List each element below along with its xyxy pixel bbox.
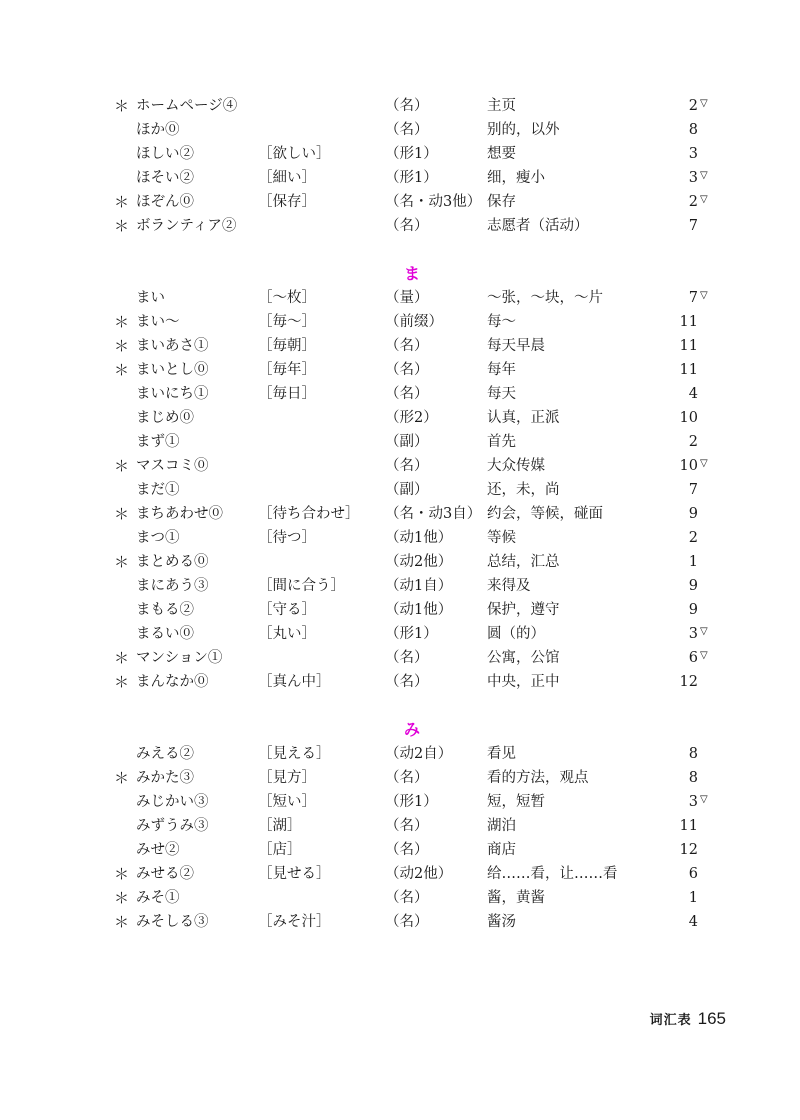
entry-word: まいにち① <box>136 386 209 402</box>
new-word-mark: ＊ <box>114 889 130 907</box>
entry-word: マンション① <box>136 650 223 666</box>
entry-meaning: 来得及 <box>487 578 531 594</box>
entry-lesson: 10 <box>679 458 698 474</box>
entry-pos: （名） <box>385 842 429 858</box>
entry-pos: （动2自） <box>385 746 453 762</box>
entry-pos: （动1自） <box>385 578 453 594</box>
entry-kanji: ［欲しい］ <box>258 146 331 162</box>
entry-meaning: 大众传媒 <box>487 458 545 474</box>
entry-meaning: 总结，汇总 <box>487 554 560 570</box>
entry-kanji: ［間に合う］ <box>258 578 345 594</box>
entry-word: ほか⓪ <box>136 122 180 138</box>
vocab-row <box>0 670 800 694</box>
entry-kanji: ［見える］ <box>258 746 331 762</box>
entry-word: まんなか⓪ <box>136 674 209 690</box>
entry-lesson: 8 <box>688 746 698 762</box>
entry-lesson: 7 <box>688 290 698 306</box>
entry-word: まちあわせ⓪ <box>136 506 223 522</box>
entry-pos: （形1） <box>385 170 438 186</box>
entry-lesson: 3 <box>688 794 698 810</box>
new-word-mark: ＊ <box>114 673 130 691</box>
entry-meaning: 想要 <box>487 146 516 162</box>
new-word-mark: ＊ <box>114 913 130 931</box>
vocab-row <box>0 550 800 574</box>
entry-kanji: ［細い］ <box>258 170 316 186</box>
entry-kanji: ［毎～］ <box>258 314 316 330</box>
entry-lesson: 11 <box>679 362 698 378</box>
page-footer <box>596 1006 726 1034</box>
entry-meaning: ～张，～块，～片 <box>487 290 603 306</box>
entry-word: まじめ⓪ <box>136 410 194 426</box>
entry-word: みそ① <box>136 890 180 906</box>
entry-lesson: 9 <box>688 602 698 618</box>
entry-pos: （形1） <box>385 794 438 810</box>
entry-kanji: ［待ち合わせ］ <box>258 506 360 522</box>
new-word-mark: ＊ <box>114 865 130 883</box>
vocab-row <box>0 742 800 766</box>
entry-pos: （动1他） <box>385 530 453 546</box>
triangle-icon: ▽ <box>700 794 708 805</box>
vocab-row <box>0 622 800 646</box>
vocab-row <box>0 478 800 502</box>
entry-word: まもる② <box>136 602 194 618</box>
new-word-mark: ＊ <box>114 649 130 667</box>
entry-pos: （名・动3自） <box>385 506 482 522</box>
entry-word: まつ① <box>136 530 180 546</box>
entry-kanji: ［見せる］ <box>258 866 331 882</box>
entry-kanji: ［見方］ <box>258 770 316 786</box>
vocab-row <box>0 286 800 310</box>
entry-lesson: 11 <box>679 818 698 834</box>
entry-lesson: 3 <box>688 170 698 186</box>
entry-pos: （名） <box>385 818 429 834</box>
entry-meaning: 商店 <box>487 842 516 858</box>
triangle-icon: ▽ <box>700 98 708 109</box>
entry-lesson: 12 <box>679 842 698 858</box>
entry-meaning: 别的，以外 <box>487 122 560 138</box>
vocab-row <box>0 886 800 910</box>
entry-kanji: ［店］ <box>258 842 302 858</box>
vocab-row <box>0 190 800 214</box>
triangle-icon: ▽ <box>700 458 708 469</box>
page-number: 165 <box>697 1009 726 1028</box>
entry-meaning: 湖泊 <box>487 818 516 834</box>
entry-kanji: ［毎朝］ <box>258 338 316 354</box>
entry-word: まず① <box>136 434 180 450</box>
entry-meaning: 每天 <box>487 386 516 402</box>
entry-word: みずうみ③ <box>136 818 209 834</box>
entry-lesson: 2 <box>688 194 698 210</box>
entry-word: ボランティア② <box>136 218 237 234</box>
entry-word: まにあう③ <box>136 578 209 594</box>
vocab-row <box>0 574 800 598</box>
vocab-row <box>0 838 800 862</box>
entry-lesson: 2 <box>688 98 698 114</box>
entry-word: まい <box>136 290 165 306</box>
entry-kanji: ［真ん中］ <box>258 674 331 690</box>
entry-lesson: 3 <box>688 146 698 162</box>
entry-kanji: ［毎年］ <box>258 362 316 378</box>
entry-pos: （名） <box>385 914 429 930</box>
new-word-mark: ＊ <box>114 193 130 211</box>
entry-lesson: 8 <box>688 770 698 786</box>
entry-lesson: 9 <box>688 578 698 594</box>
entry-pos: （名） <box>385 890 429 906</box>
entry-kanji: ［短い］ <box>258 794 316 810</box>
entry-word: みせる② <box>136 866 194 882</box>
entry-word: まいとし⓪ <box>136 362 209 378</box>
new-word-mark: ＊ <box>114 505 130 523</box>
entry-pos: （前缀） <box>385 314 443 330</box>
entry-word: まとめる⓪ <box>136 554 209 570</box>
section-heading-ma: ま <box>403 264 420 283</box>
entry-lesson: 3 <box>688 626 698 642</box>
entry-meaning: 公寓，公馆 <box>487 650 560 666</box>
entry-word: まい～ <box>136 314 180 330</box>
vocab-row <box>0 406 800 430</box>
entry-pos: （名） <box>385 362 429 378</box>
entry-pos: （量） <box>385 290 429 306</box>
entry-meaning: 每年 <box>487 362 516 378</box>
entry-kanji: ［みそ汁］ <box>258 914 331 930</box>
entry-meaning: 首先 <box>487 434 516 450</box>
entry-meaning: 主页 <box>487 98 516 114</box>
entry-meaning: 细，瘦小 <box>487 170 545 186</box>
entry-pos: （名） <box>385 386 429 402</box>
entry-meaning: 每天早晨 <box>487 338 545 354</box>
new-word-mark: ＊ <box>114 313 130 331</box>
entry-word: ホームページ④ <box>136 98 238 114</box>
vocab-row <box>0 94 800 118</box>
entry-pos: （名） <box>385 650 429 666</box>
entry-lesson: 2 <box>688 434 698 450</box>
entry-pos: （副） <box>385 482 429 498</box>
entry-meaning: 等候 <box>487 530 516 546</box>
triangle-icon: ▽ <box>700 170 708 181</box>
entry-meaning: 酱汤 <box>487 914 516 930</box>
vocab-row <box>0 430 800 454</box>
entry-pos: （名・动3他） <box>385 194 482 210</box>
entry-word: ほぞん⓪ <box>136 194 194 210</box>
vocab-row <box>0 310 800 334</box>
vocab-row <box>0 166 800 190</box>
new-word-mark: ＊ <box>114 769 130 787</box>
entry-lesson: 10 <box>679 410 698 426</box>
entry-meaning: 还，未，尚 <box>487 482 560 498</box>
vocab-row <box>0 598 800 622</box>
entry-lesson: 6 <box>688 866 698 882</box>
entry-lesson: 11 <box>679 314 698 330</box>
new-word-mark: ＊ <box>114 217 130 235</box>
triangle-icon: ▽ <box>700 650 708 661</box>
entry-lesson: 4 <box>688 914 698 930</box>
triangle-icon: ▽ <box>700 194 708 205</box>
entry-pos: （形2） <box>385 410 438 426</box>
entry-lesson: 6 <box>688 650 698 666</box>
vocab-row <box>0 646 800 670</box>
entry-lesson: 7 <box>688 482 698 498</box>
vocab-row <box>0 454 800 478</box>
entry-kanji: ［丸い］ <box>258 626 316 642</box>
entry-meaning: 圆（的） <box>487 626 545 642</box>
entry-word: マスコミ⓪ <box>136 458 209 474</box>
entry-meaning: 短，短暂 <box>487 794 545 810</box>
entry-meaning: 酱，黄酱 <box>487 890 545 906</box>
vocab-row <box>0 526 800 550</box>
new-word-mark: ＊ <box>114 457 130 475</box>
vocab-row <box>0 862 800 886</box>
entry-meaning: 保存 <box>487 194 516 210</box>
vocab-row <box>0 910 800 934</box>
vocab-row <box>0 790 800 814</box>
entry-lesson: 1 <box>688 890 698 906</box>
entry-meaning: 中央，正中 <box>487 674 560 690</box>
vocab-row <box>0 142 800 166</box>
entry-pos: （动2他） <box>385 866 453 882</box>
vocab-row <box>0 766 800 790</box>
entry-kanji: ［毎日］ <box>258 386 316 402</box>
entry-pos: （动2他） <box>385 554 453 570</box>
entry-meaning: 给……看，让……看 <box>487 866 618 882</box>
entry-kanji: ［保存］ <box>258 194 316 210</box>
section-heading-mi: み <box>403 720 420 739</box>
entry-word: まるい⓪ <box>136 626 194 642</box>
entry-meaning: 看见 <box>487 746 516 762</box>
entry-lesson: 8 <box>688 122 698 138</box>
entry-lesson: 1 <box>688 554 698 570</box>
entry-kanji: ［守る］ <box>258 602 316 618</box>
entry-word: まいあさ① <box>136 338 209 354</box>
entry-kanji: ［湖］ <box>258 818 302 834</box>
entry-pos: （名） <box>385 770 429 786</box>
entry-word: ほしい② <box>136 146 194 162</box>
vocab-row <box>0 814 800 838</box>
entry-pos: （动1他） <box>385 602 453 618</box>
entry-meaning: 认真，正派 <box>487 410 560 426</box>
entry-pos: （副） <box>385 434 429 450</box>
entry-lesson: 11 <box>679 338 698 354</box>
entry-word: みかた③ <box>136 770 194 786</box>
entry-word: みじかい③ <box>136 794 209 810</box>
entry-pos: （名） <box>385 338 429 354</box>
entry-kanji: ［待つ］ <box>258 530 316 546</box>
entry-lesson: 4 <box>688 386 698 402</box>
entry-pos: （名） <box>385 218 429 234</box>
entry-pos: （形1） <box>385 146 438 162</box>
entry-lesson: 9 <box>688 506 698 522</box>
entry-word: ほそい② <box>136 170 194 186</box>
entry-pos: （名） <box>385 122 429 138</box>
entry-word: みせ② <box>136 842 180 858</box>
triangle-icon: ▽ <box>700 290 708 301</box>
vocab-row <box>0 382 800 406</box>
entry-pos: （名） <box>385 458 429 474</box>
entry-word: まだ① <box>136 482 180 498</box>
entry-lesson: 12 <box>679 674 698 690</box>
entry-meaning: 志愿者（活动） <box>487 218 589 234</box>
footer-label: 词汇表 <box>649 1013 692 1028</box>
new-word-mark: ＊ <box>114 361 130 379</box>
new-word-mark: ＊ <box>114 97 130 115</box>
entry-pos: （形1） <box>385 626 438 642</box>
vocab-row <box>0 502 800 526</box>
entry-word: みそしる③ <box>136 914 209 930</box>
vocab-row <box>0 118 800 142</box>
vocab-row <box>0 358 800 382</box>
entry-word: みえる② <box>136 746 194 762</box>
entry-meaning: 每～ <box>487 314 516 330</box>
vocab-row <box>0 334 800 358</box>
entry-pos: （名） <box>385 98 429 114</box>
entry-lesson: 7 <box>688 218 698 234</box>
entry-lesson: 2 <box>688 530 698 546</box>
entry-kanji: ［～枚］ <box>258 290 316 306</box>
entry-pos: （名） <box>385 674 429 690</box>
entry-meaning: 看的方法，观点 <box>487 770 589 786</box>
new-word-mark: ＊ <box>114 337 130 355</box>
triangle-icon: ▽ <box>700 626 708 637</box>
entry-meaning: 约会，等候，碰面 <box>487 506 603 522</box>
vocab-row <box>0 214 800 238</box>
new-word-mark: ＊ <box>114 553 130 571</box>
entry-meaning: 保护，遵守 <box>487 602 560 618</box>
